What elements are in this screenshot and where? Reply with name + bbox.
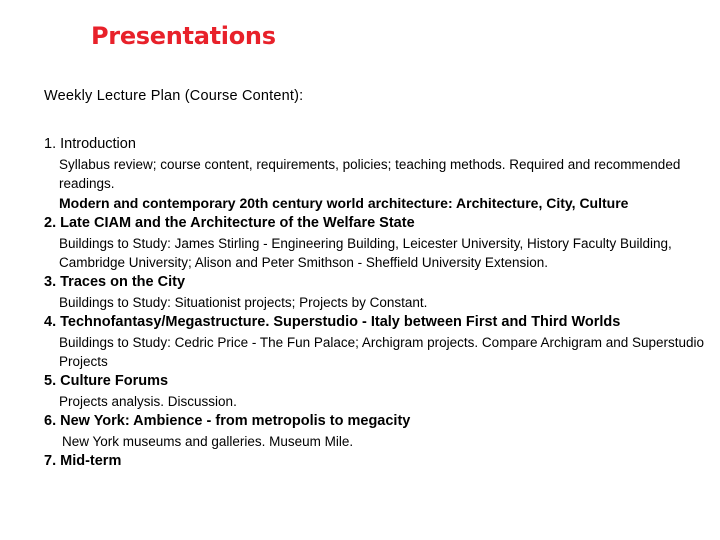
lecture-title: Introduction bbox=[60, 136, 136, 152]
lecture-2-detail: Buildings to Study: James Stirling - Engineering Building, Leicester University, History Faculty Building, Cambridge University; Alison and Peter Smithson - Sheffield University Extension. bbox=[59, 236, 672, 270]
lecture-2-heading bbox=[44, 214, 716, 233]
lecture-5-detail: Projects analysis. Discussion. bbox=[59, 394, 237, 409]
lecture-1-heading bbox=[44, 135, 716, 154]
lecture-1-detail-bold: Modern and contemporary 20th century world architecture: Architecture, City, Culture bbox=[59, 195, 629, 211]
lecture-title: Culture Forums bbox=[60, 373, 169, 389]
lecture-list bbox=[44, 134, 716, 471]
lecture-5-heading bbox=[44, 372, 716, 391]
lecture-4-heading bbox=[44, 313, 716, 332]
lecture-title: Traces on the City bbox=[60, 274, 186, 290]
lecture-number: 7. bbox=[44, 453, 57, 469]
lecture-number: 4. bbox=[44, 314, 57, 330]
lecture-number: 5. bbox=[44, 373, 57, 389]
lecture-3-detail: Buildings to Study: Situationist projects; Projects by Constant. bbox=[59, 295, 428, 310]
lecture-number: 1. bbox=[44, 136, 57, 152]
lecture-3-heading bbox=[44, 273, 716, 292]
slide-title: Presentations bbox=[91, 22, 276, 50]
lecture-title: New York: Ambience - from metropolis to megacity bbox=[60, 413, 411, 429]
lecture-4-detail: Buildings to Study: Cedric Price - The Fun Palace; Archigram projects. Compare Archigram and Superstudio Projects bbox=[59, 335, 705, 369]
lecture-7-heading bbox=[44, 452, 716, 471]
lecture-title: Technofantasy/Megastructure. Superstudio - Italy between First and Third Worlds bbox=[60, 314, 621, 330]
lecture-number: 6. bbox=[44, 413, 57, 429]
lecture-number: 2. bbox=[44, 215, 57, 231]
lecture-6-detail: New York museums and galleries. Museum Mile. bbox=[62, 434, 354, 449]
lecture-title: Late CIAM and the Architecture of the Welfare State bbox=[60, 215, 415, 231]
lecture-number: 3. bbox=[44, 274, 57, 290]
slide-subtitle: Weekly Lecture Plan (Course Content): bbox=[44, 88, 304, 104]
lecture-6-heading bbox=[44, 412, 716, 431]
lecture-title: Mid-term bbox=[60, 453, 122, 469]
lecture-1-detail: Syllabus review; course content, requirements, policies; teaching methods. Required and recommended readings. bbox=[59, 157, 681, 191]
